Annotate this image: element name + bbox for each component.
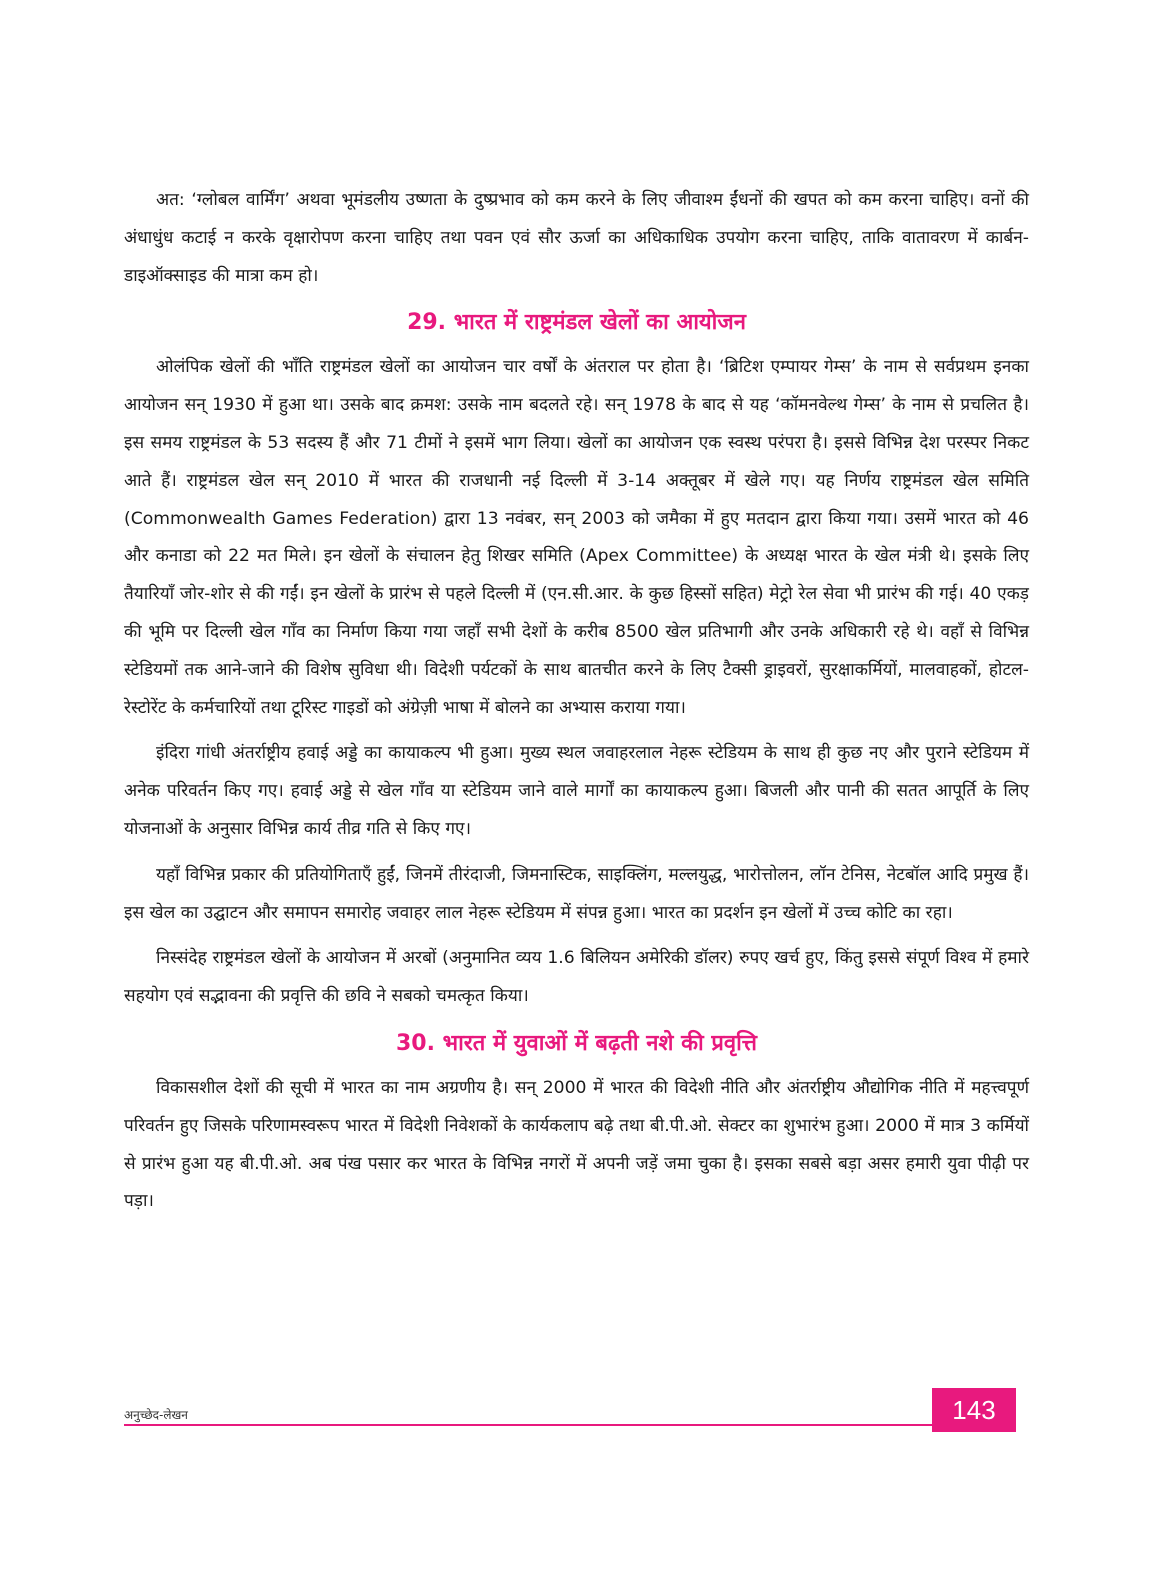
section-29-paragraph-3: यहाँ विभिन्न प्रकार की प्रतियोगिताएँ हुईं, जिनमें तीरंदाजी, जिमनास्टिक, साइक्लिंग, मल्लयुद्ध, भारोत्तोलन, लॉन टेनिस, नेटबॉल आदि प्रमुख हैं। इस खेल का उद्घाटन और समापन समारोह जवाहर लाल नेहरू स्टेडियम में संपन्न हुआ। भारत का प्रदर्शन इन खेलों में उच्च कोटि का रहा।: [124, 864, 1029, 923]
section-29-heading: 29. भारत में राष्ट्रमंडल खेलों का आयोजन: [407, 310, 746, 336]
page-number-badge: 143: [932, 1388, 1016, 1432]
footer-rule: [124, 1424, 932, 1426]
section-29-paragraph-2: इंदिरा गांधी अंतर्राष्ट्रीय हवाई अड्डे का कायाकल्प भी हुआ। मुख्य स्थल जवाहरलाल नेहरू स्टेडियम के साथ ही कुछ नए और पुराने स्टेडियम में अनेक परिवर्तन किए गए। हवाई अड्डे से खेल गाँव या स्टेडियम जाने वाले मार्गों का कायाकल्प हुआ। बिजली और पानी की सतत आपूर्ति के लिए योजनाओं के अनुसार विभिन्न कार्य तीव्र गति से किए गए।: [124, 743, 1029, 839]
footer-label: अनुच्छेद-लेखन: [124, 1408, 188, 1422]
page-body: [124, 182, 1029, 1229]
page-footer: [124, 1395, 1016, 1432]
intro-paragraph: अत: ‘ग्लोबल वार्मिंग’ अथवा भूमंडलीय उष्णता के दुष्प्रभाव को कम करने के लिए जीवाश्म ईंधनों की खपत को कम करना चाहिए। वनों की अंधाधुंध कटाई न करके वृक्षारोपण करना चाहिए तथा पवन एवं सौर ऊर्जा का अधिकाधिक उपयोग करना चाहिए, ताकि वातावरण में कार्बन-डाइऑक्साइड की मात्रा कम हो।: [124, 190, 1029, 286]
section-29-paragraph-1: ओलंपिक खेलों की भाँति राष्ट्रमंडल खेलों का आयोजन चार वर्षों के अंतराल पर होता है। ‘ब्रिटिश एम्पायर गेम्स’ के नाम से सर्वप्रथम इनका आयोजन सन् 1930 में हुआ था। उसके बाद क्रमश: उसके नाम बदलते रहे। सन् 1978 के बाद से यह ‘कॉमनवेल्थ गेम्स’ के नाम से प्रचलित है। इस समय राष्ट्रमंडल के 53 सदस्य हैं और 71 टीमों ने इसमें भाग लिया। खेलों का आयोजन एक स्वस्थ परंपरा है। इससे विभिन्न देश परस्पर निकट आते हैं। राष्ट्रमंडल खेल सन् 2010 में भारत की राजधानी नई दिल्ली में 3-14 अक्तूबर में खेले गए। यह निर्णय राष्ट्रमंडल खेल समिति (Commonwealth Games Federation) द्वारा 13 नवंबर, सन् 2003 को जमैका में हुए मतदान द्वारा किया गया। उसमें भारत को 46 और कनाडा को 22 मत मिले। इन खेलों के संचालन हेतु शिखर समिति (Apex Committee) के अध्यक्ष भारत के खेल मंत्री थे। इसके लिए तैयारियाँ जोर-शोर से की गईं। इन खेलों के प्रारंभ से पहले दिल्ली में (एन.सी.आर. के कुछ हिस्सों सहित) मेट्रो रेल सेवा भी प्रारंभ की गई। 40 एकड़ की भूमि पर दिल्ली खेल गाँव का निर्माण किया गया जहाँ सभी देशों के करीब 8500 खेल प्रतिभागी और उनके अधिकारी रहे थे। वहाँ से विभिन्न स्टेडियमों तक आने-जाने की विशेष सुविधा थी। विदेशी पर्यटकों के साथ बातचीत करने के लिए टैक्सी ड्राइवरों, सुरक्षाकर्मियों, मालवाहकों, होटल-रेस्टोरेंट के कर्मचारियों तथा टूरिस्ट गाइडों को अंग्रेज़ी भाषा में बोलने का अभ्यास कराया गया।: [124, 357, 1029, 718]
section-29-paragraph-4: निस्संदेह राष्ट्रमंडल खेलों के आयोजन में अरबों (अनुमानित व्यय 1.6 बिलियन अमेरिकी डॉलर) रुपए खर्च हुए, किंतु इससे संपूर्ण विश्व में हमारे सहयोग एवं सद्भावना की प्रवृत्ति की छवि ने सबको चमत्कृत किया।: [124, 948, 1029, 1007]
section-30-paragraph-1: विकासशील देशों की सूची में भारत का नाम अग्रणीय है। सन् 2000 में भारत की विदेशी नीति और अंतर्राष्ट्रीय औद्योगिक नीति में महत्त्वपूर्ण परिवर्तन हुए जिसके परिणामस्वरूप भारत में विदेशी निवेशकों के कार्यकलाप बढ़े तथा बी.पी.ओ. सेक्टर का शुभारंभ हुआ। 2000 में मात्र 3 कर्मियों से प्रारंभ हुआ यह बी.पी.ओ. अब पंख पसार कर भारत के विभिन्न नगरों में अपनी जड़ें जमा चुका है। इसका सबसे बड़ा असर हमारी युवा पीढ़ी पर पड़ा।: [124, 1077, 1029, 1212]
section-30-heading: 30. भारत में युवाओं में बढ़ती नशे की प्रवृत्ति: [395, 1030, 758, 1056]
